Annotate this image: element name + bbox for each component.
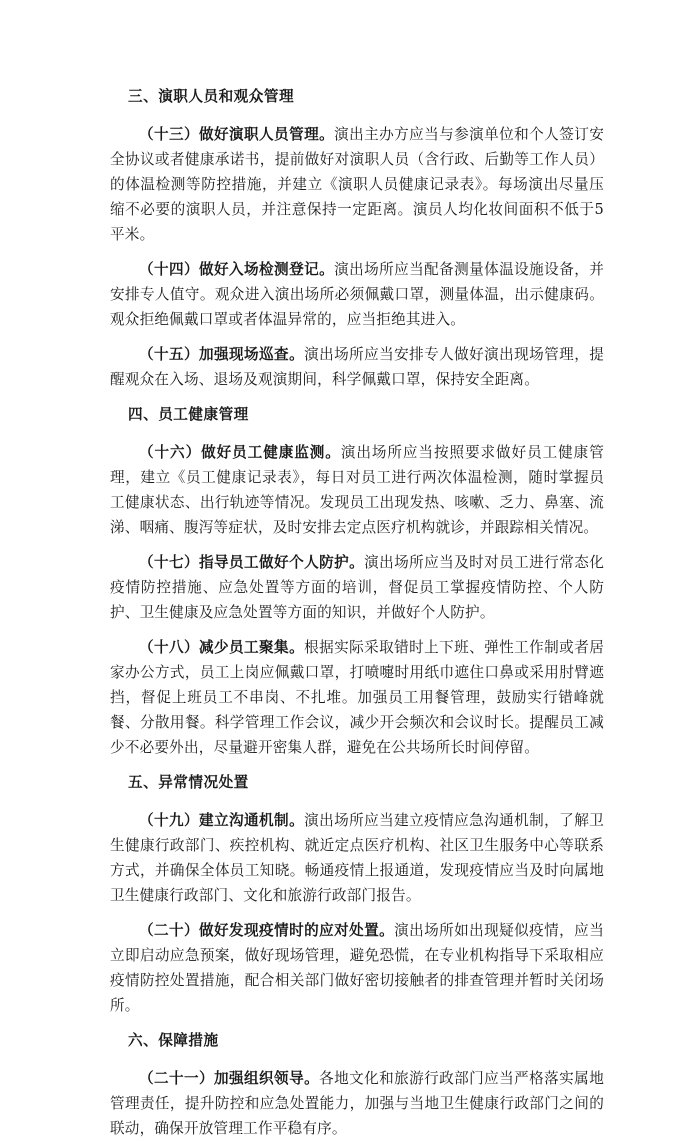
section-heading: 六、保障措施 bbox=[128, 1032, 219, 1049]
paragraph-19 bbox=[110, 808, 604, 908]
paragraph-lead: （十六）做好员工健康监测。 bbox=[139, 444, 341, 461]
paragraph-body: 各地文化和旅游行政部门应当严格落实属地管理责任，提升防控和应急处置能力，加强与当地卫生健康行政部门之间的联动，确保开放管理工作平稳有序。 bbox=[110, 1070, 604, 1137]
paragraph-15 bbox=[110, 342, 604, 392]
paragraph-lead: （二十一）加强组织领导。 bbox=[139, 1070, 320, 1087]
section-heading: 四、员工健康管理 bbox=[128, 406, 249, 423]
paragraph-body: 根据实际采取错时上下班、弹性工作制或者居家办公方式，员工上岗应佩戴口罩，打喷嚏时用纸巾遮住口鼻或采用肘臂遮挡，督促上班员工不串岗、不扎堆。加强员工用餐管理，鼓励实行错峰就餐、分散用餐。科学管理工作会议，减少开会频次和会议时长。提醒员工减少不必要外出，尽量避开密集人群，避免在公共场所长时间停留。 bbox=[110, 639, 604, 756]
paragraph-body: 演出场所应当配备测量体温设施设备，并安排专人值守。观众进入演出场所必须佩戴口罩，测量体温，出示健康码。观众拒绝佩戴口罩或者体温异常的，应当拒绝其进入。 bbox=[110, 261, 604, 328]
paragraph-21 bbox=[110, 1066, 604, 1141]
section-4 bbox=[110, 402, 604, 760]
section-5 bbox=[110, 770, 604, 1018]
section-3 bbox=[110, 84, 604, 392]
paragraph-lead: （十三）做好演职人员管理。 bbox=[139, 126, 335, 143]
section-6 bbox=[110, 1028, 604, 1141]
paragraph-lead: （十八）减少员工聚集。 bbox=[139, 639, 305, 656]
section-heading: 三、演职人员和观众管理 bbox=[128, 88, 295, 105]
paragraph-lead: （十九）建立沟通机制。 bbox=[139, 812, 305, 829]
paragraph-lead: （十七）指导员工做好个人防护。 bbox=[139, 554, 365, 571]
paragraph-body: 演出主办方应当与参演单位和个人签订安全协议或者健康承诺书，提前做好对演职人员（含行政、后勤等工作人员）的体温检测等防控措施，并建立《演职人员健康记录表》。每场演出尽量压缩不必要的演职人员，并注意保持一定距离。演员人均化妆间面积不低于5平米。 bbox=[110, 126, 604, 243]
section-heading: 五、异常情况处置 bbox=[128, 774, 249, 791]
paragraph-lead: （十五）加强现场巡查。 bbox=[139, 346, 305, 363]
paragraph-body: 演出场所应当按照要求做好员工健康管理，建立《员工健康记录表》，每日对员工进行两次体温检测，随时掌握员工健康状态、出行轨迹等情况。发现员工出现发热、咳嗽、乏力、鼻塞、流涕、咽痛、腹泻等症状，及时安排去定点医疗机构就诊，并跟踪相关情况。 bbox=[110, 444, 604, 536]
paragraph-lead: （十四）做好入场检测登记。 bbox=[139, 261, 335, 278]
paragraph-13 bbox=[110, 122, 604, 247]
paragraph-body: 演出场所应当建立疫情应急沟通机制，了解卫生健康行政部门、疾控机构、就近定点医疗机构、社区卫生服务中心等联系方式，并确保全体员工知晓。畅通疫情上报通道，发现疫情应当及时向属地卫生健康行政部门、文化和旅游行政部门报告。 bbox=[110, 812, 604, 904]
paragraph-body: 演出场所应当安排专人做好演出现场管理，提醒观众在入场、退场及观演期间，科学佩戴口罩，保持安全距离。 bbox=[110, 346, 604, 388]
paragraph-lead: （二十）做好发现疫情时的应对处置。 bbox=[139, 922, 395, 939]
paragraph-body: 演出场所应当及时对员工进行常态化疫情防控措施、应急处置等方面的培训，督促员工掌握疫情防控、个人防护、卫生健康及应急处置等方面的知识，并做好个人防护。 bbox=[110, 554, 604, 621]
paragraph-20 bbox=[110, 918, 604, 1018]
paragraph-17 bbox=[110, 550, 604, 625]
paragraph-14 bbox=[110, 257, 604, 332]
paragraph-body: 演出场所如出现疑似疫情，应当立即启动应急预案，做好现场管理，避免恐慌，在专业机构指导下采取相应疫情防控处置措施，配合相关部门做好密切接触者的排查管理并暂时关闭场所。 bbox=[110, 922, 604, 1014]
paragraph-16 bbox=[110, 440, 604, 540]
paragraph-18 bbox=[110, 635, 604, 760]
